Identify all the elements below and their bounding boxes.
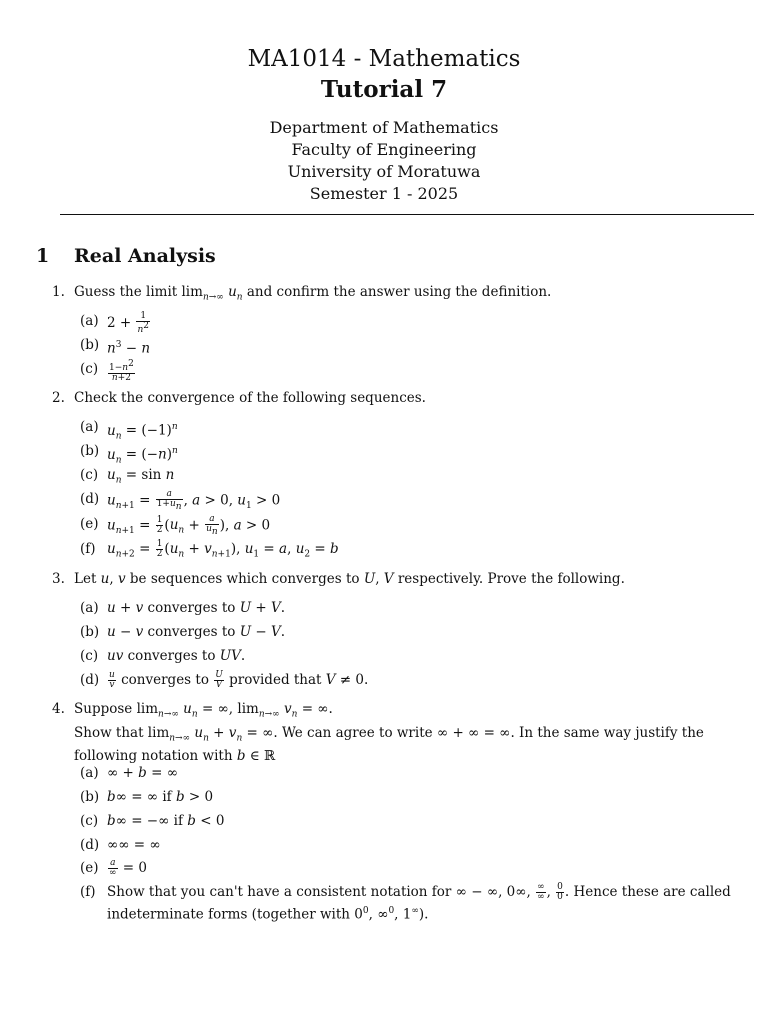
list-item: (d) ∞∞ = ∞ — [80, 837, 161, 853]
question-text: Suppose $\lim_{n\to\infty} u_n$ = ∞, $\lim_{n\to\infty} v_n$ = ∞. Show that $\lim_{n\to\infty} u_n + v_n$ = ∞. We can agree to write ∞ + ∞ = ∞. In the same way justify the following notation with b ∈ ℝ — [74, 701, 704, 765]
question-2 — [52, 389, 742, 407]
list-item: (f) Show that you can't have a consistent notation for ∞ − ∞, 0∞, $\frac{\infty}{\infty}$ , $\frac{0}{0}$ . Hence these are called indeterminate forms (together with $0^0$, ∞$^0$, 1∞). — [80, 882, 731, 923]
list-item: (a) u + v converges to U + V. — [80, 600, 286, 616]
list-item: (b) u − v converges to U − V. — [80, 624, 286, 640]
list-item: (c) uv converges to UV. — [80, 648, 246, 664]
header-rule — [60, 214, 754, 215]
faculty: Faculty of Engineering — [291, 140, 477, 159]
list-item: (e) $\frac{a}{\infty}$ = 0 — [80, 858, 147, 878]
list-item: (d) $u_{n+1}$ = $\frac{a}{1+u_n}$ , a > 0, $u_1 > 0$ — [80, 489, 281, 512]
list-item: (f) $u_{n+2}$ = $\frac{1}{2}$ $(u_n + v_{n+1})$, $u_1 = a$, $u_2 = b$ — [80, 539, 339, 560]
department: Department of Mathematics — [269, 118, 499, 137]
university: University of Moratuwa — [287, 162, 481, 181]
list-item: (b) $n^3 - n$ — [80, 337, 151, 357]
affiliation-block — [0, 117, 768, 205]
question-1 — [52, 283, 742, 301]
question-text: Check the convergence of the following sequences. — [74, 390, 426, 406]
list-item: (e) $u_{n+1}$ = $\frac{1}{2}$ ($u_n$ + $\frac{a}{u_n}$ ), a > 0 — [80, 514, 271, 537]
question-3 — [52, 570, 742, 588]
section-heading — [36, 245, 216, 267]
question-text: Guess the limit $\lim_{n\to\infty} u_n$ and confirm the answer using the definition. — [74, 284, 552, 303]
list-item: (b) b∞ = ∞ if b > 0 — [80, 789, 214, 805]
semester: Semester 1 - 2025 — [309, 184, 459, 203]
list-item: (a) ∞ + b = ∞ — [80, 765, 178, 781]
list-item: (a) $u_n = (-1)^n$ — [80, 419, 178, 442]
question-number: 4. — [52, 701, 65, 717]
list-item: (c) b∞ = −∞ if b < 0 — [80, 813, 225, 829]
list-item: (b) $u_n = (-n)^n$ — [80, 443, 178, 466]
question-number: 3. — [52, 571, 65, 587]
question-number: 2. — [52, 390, 65, 406]
question-4 — [52, 700, 742, 765]
list-item: (c) $\frac{1-n^2}{n+2}$ — [80, 359, 134, 383]
tutorial-title: Tutorial 7 — [320, 76, 448, 103]
course-title: MA1014 - Mathematics — [247, 46, 521, 72]
list-item: (c) $u_n = \sin n$ — [80, 467, 175, 486]
section-number: 1 — [36, 245, 50, 267]
section-title: Real Analysis — [74, 245, 216, 267]
list-item: (d) $\frac{u}{v}$ converges to $\frac{U}{V}$ provided that V ≠ 0. — [80, 670, 369, 690]
question-text: Let u, v be sequences which converges to U, V respectively. Prove the following. — [74, 571, 625, 587]
question-number: 1. — [52, 284, 65, 300]
list-item: (a) 2 + $\frac{1}{n^2}$ — [80, 311, 150, 335]
